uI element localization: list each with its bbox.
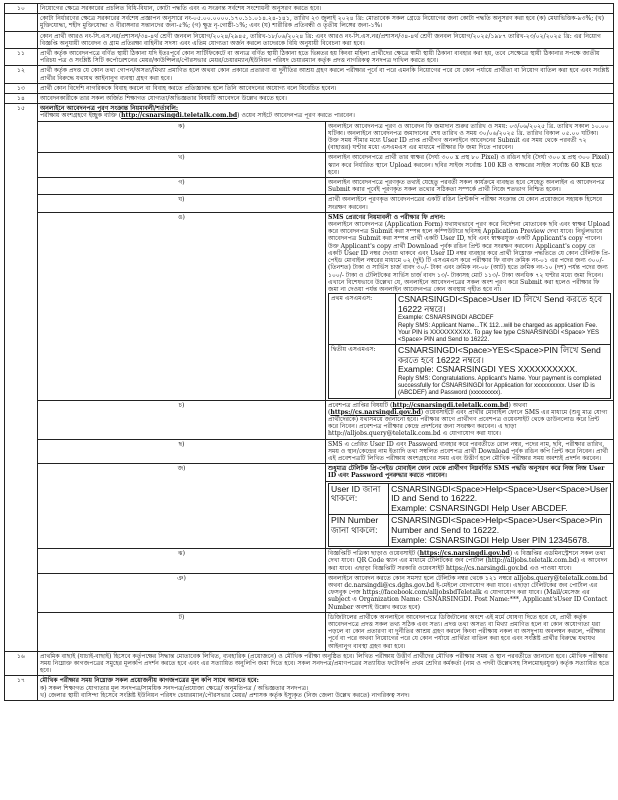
row-number: ১৫	[5, 104, 38, 652]
admit-text: ) ওয়েবসাইটে এবং প্রার্থীর মোবাইল ফোনে SMS এর মাধ্যমে (শুধু মাত্র যোগ্য প্রার্থীদেরকে) যথাসময়ে জানানো হবে। পরীক্ষার আগে প্রার্থীগণ প্রবেশপত্র ওয়েবসাইট থেকে ডাউনলোড করে প্রিন্ট করে নিবেন। প্রবেশপত্র পরীক্ষার কেন্দ্রে প্রদর্শনের জন্য সংরক্ষণ করবেন। এ ছাড়া http://alljobs.query@teletalk.com.bd এ যোগাযোগ করা যাবে।	[328, 408, 608, 438]
first-sms-label: প্রথম এসএমএস:	[329, 294, 396, 345]
row-text: প্রাথমিক বাছাই (যাচাই-বাছাই) হিসেবে কর্তৃপক্ষের সিদ্ধান্ত মোতাবেক লিখিত, ব্যবহারিক (প্রয়োজনে) ও মৌখিক পরীক্ষা অনুষ্ঠিত হবে। লিখিত পরীক্ষায় উত্তীর্ণ প্রার্থীদের মৌখিক পরীক্ষার সময় ও স্থান পরবর্তীতে জানানো হবে। মৌখিক পরীক্ষার সময় নিম্নোক্ত কাগজপত্রের সমুহের মূলকপি প্রদর্শন করতে হবে এবং এর সত্যায়িত অনুলিপি জমা দিতে হবে। সকল সনদপত্র/প্রমাণপত্রের সত্যায়িত ফটোকপি প্রথম শ্রেণির কর্মকর্তা (নাম ও পদবী উল্লেখসহ সিলমোহরযুক্ত) কর্তৃক সত্যায়িত হতে হবে।	[38, 651, 614, 676]
row-text: প্রার্থী কর্তৃক আবেদনপত্রে বর্ণিত স্থায়ী ঠিকানা যদি ইতঃপূর্বে কোন সার্টিফিকেটে বা অন্যত্র বর্ণিত স্থায়ী ঠিকানা হতে ভিন্নতর হয় কিংবা মহিলা প্রার্থীদের ক্ষেত্রে স্বামী স্থায়ী ঠিকানা ব্যবহার করা হয়, তবে সেক্ষেত্রে স্থায়ী ঠিকানার সপক্ষে জাতীয় পরিচয় পত্র ও সংশ্লিষ্ট সিটি কর্পোরেশনের মেয়র/কাউন্সিলর/পৌরসভার মেয়র/চেয়ারম্যান/ইউনিয়ন পরিষদ চেয়ারম্যান কর্তৃক প্রদত্ত নাগরিকত্ব সনদপত্র দাখিল করতে হবে।	[38, 49, 614, 66]
sms-format: CSNARSINGDI<Space>Help<Space>User<Space>User ID and Send to 16222.	[391, 483, 608, 504]
circular-table	[4, 3, 614, 701]
table-row	[5, 49, 614, 66]
table-row	[5, 31, 614, 48]
table-row	[5, 66, 614, 83]
row-text: আবেদনকারীকে তার সকল অর্জিত শিক্ষাগত যোগ্যতা/অভিজ্ঞতার বিষয়টি আবেদনে উল্লেখ করতে হবে।	[38, 94, 614, 104]
intro-text: পরীক্ষায় অংশগ্রহণে ইচ্ছুক ব্যক্তি (	[40, 112, 122, 120]
row-text: নিয়োগের ক্ষেত্রে সরকারের প্রচলিত বিধি-বিধান, কোটা পদ্ধতি এবং এ সংক্রান্ত সর্বশেষ সংশোধনী অনুসরণ করতে হবে।	[38, 4, 614, 14]
row-number: ১৭	[5, 676, 38, 701]
item-label: ঞ)	[38, 573, 326, 612]
application-link[interactable]: http://csnarsingdi.teletalk.com.bd	[121, 112, 238, 120]
sms-example: Example: CSNARSINGDI Help User PIN 12345678.	[391, 534, 590, 545]
sms-example: Example: CSNARSINGDI Help User ABCDEF.	[391, 502, 568, 513]
table-row	[5, 212, 614, 400]
table-row	[5, 612, 614, 651]
second-sms-label: দ্বিতীয় এসএমএস:	[329, 345, 396, 398]
sms-reply: Reply SMS: Applicant Name...TK 112...will be charged as application Fee. Your PIN is XXXXXXXXXX. To pay fee type CSNARSINGDI <Space> YES <Space> PIN and Send to 16222.	[398, 321, 600, 343]
gov-link[interactable]: https://cs.narsingdi.gov.bd	[330, 408, 421, 416]
sms-heading: SMS প্রেরণের নিয়মাবলী ও পরীক্ষার ফি প্রদান:	[328, 213, 446, 221]
documents-section	[38, 676, 614, 701]
item-label: ছ)	[38, 439, 326, 464]
item-text: অনলাইনে আবেদনপত্র পূরণ ও আবেদন ফি জমাদান শুরুর তারিখ ও সময়: ০৩/০৬/২০২৫ খ্রি. তারিখ সকাল ১০.০০ ঘটিকা। অনলাইনে আবেদনপত্র জমাদানের শেষ তারিখ ও সময় ৩০/০৬/২০২৫ খ্রি. তারিখ বিকাল ০৫.০০ ঘটিকা। উক্ত সময় সীমার মধ্যে User ID প্রাপ্ত প্রার্থীগণ অনলাইনে আবেদনের Submit এর সময় থেকে পরবর্তী ৭২ (বাহাত্তর) ঘণ্টার মধ্যে এসএমএস এর মাধ্যমে পরীক্ষার ফি জমা দিতে পারবেন।	[326, 121, 614, 153]
row-number: ১০	[5, 4, 38, 14]
web-text: ) এ বিজ্ঞপ্তির এডমিনস্ট্রেশনে সকল তথ্য দেখা যাবে। QR Code স্ক্যান এর মাধ্যমে টেলিটকের জব পোর্টাল (http://alljobs.teletalk.com.bd) এ আবেদন করা যাবে। এছাড়া বিজ্ঞপ্তিটি সরকারি ওয়েবসাইট https://cs.narsingdi.gov.bd এও পাওয়া যাবে।	[328, 550, 608, 572]
user-id-label: User ID জানা থাকলে:	[329, 483, 389, 515]
table-row	[5, 4, 614, 14]
row-text: প্রার্থী কর্তৃক প্রদত্ত যে কোন তথ্য গোপন/অসত্য/মিথ্যা প্রমাণিত হলে অথবা কোন প্রকারে প্রতারণা বা দুর্নীতির আশ্রয় গ্রহণ করলে পরীক্ষার পূর্বে বা পরে এমনকি নিয়োগের পরে যে কোন পর্যায়ে প্রার্থীতা বা নিয়োগ বাতিল করা হবে এবং সংশ্লিষ্ট প্রার্থীর বিরুদ্ধে যথাযথ আইনানুগ ব্যবস্থা গ্রহণ করা হবে।	[38, 66, 614, 83]
table-row	[5, 464, 614, 481]
item-label: ঝ)	[38, 549, 326, 574]
item-label: ট)	[38, 612, 326, 651]
table-row	[5, 676, 614, 701]
web-text-start: বিজ্ঞপ্তিটি পত্রিকা ছাড়াও ওয়েবসাইট (	[328, 550, 420, 558]
item-text: অনলাইন আবেদনপত্রে পূরণকৃত তথ্যই যেহেতু পরবর্তী সকল কার্যক্রমে ব্যবহৃত হবে সেহেতু অনলাইন এ আবেদনপত্র Submit করার পূর্বেই পূরণকৃত সকল তথ্যের সঠিকতা সম্পর্কে প্রার্থী নিজে শতভাগ নিশ্চিত হবেন।	[326, 178, 614, 195]
document-item: ক) সকল শিক্ষাগত যোগ্যতার মূল সনদপত্র/সাময়িক সনদপত্র/প্রযোজ্য ক্ষেত্রে/ অনুমতিপত্র / অভিজ্ঞতার সনদপত্র।	[40, 684, 309, 692]
section-heading: অনলাইনে আবেদনপত্র পূরণ সংক্রান্ত নিয়মাবলী/শর্তাবলি:	[40, 105, 179, 113]
section-15-heading	[38, 104, 614, 121]
first-sms-content	[396, 294, 611, 345]
recovery-section	[326, 481, 614, 549]
table-row	[5, 439, 614, 464]
row-number: ১৬	[5, 651, 38, 676]
intro-text-end: ) ওয়েব সাইটে আবেদনপত্র পূরণ করতে পারবেন।	[237, 112, 355, 120]
sms-reply: Reply SMS: Congratulations. Applicant's Name. Your payment is completed successfully for CSNARSINGDI for Application for xxxxxxxxxx. User ID is (ABCDEF) and Password (xxxxxxxxx).	[398, 374, 602, 397]
item-label: খ)	[38, 153, 326, 178]
table-row	[5, 153, 614, 178]
row-number	[5, 14, 38, 31]
table-row	[329, 515, 611, 547]
row-number: ১১	[5, 49, 38, 66]
admit-text-mid: ) অথবা (	[328, 401, 528, 416]
admit-text-start: প্রবেশপত্র প্রাপ্তির বিষয়টি (	[328, 401, 393, 409]
documents-heading: মৌখিক পরীক্ষার সময় নিম্নোক্ত সকল প্রয়োজনীয় কাগজপত্রের মূল কপি সাথে আনতে হবে:	[40, 677, 259, 685]
table-row	[329, 294, 611, 345]
row-number: ১৩	[5, 83, 38, 93]
item-text: ডিজিটালের প্রার্থীকে অনলাইনে আবেদনপত্রে ডিজিটালের অংশে এই মর্মে ঘোষণা দিতে হবে যে, প্রার্থী কর্তৃক আবেদনপত্রে প্রদত্ত সকল তথ্য সঠিক এবং সত্য। প্রদত্ত তথ্য অসত্য বা মিথ্যা প্রমাণিত হলে বা কোন অযোগ্যতা ধরা পড়লে বা কোন প্রতারণা বা দুর্নীতির আশ্রয় গ্রহণ করলে কিংবা পরীক্ষায় নকল বা অসদুপায় অবলম্বন করলে, পরীক্ষার পূর্বে বা পরে অথবা নিয়োগের পরে যে কোন পর্যায়ে প্রার্থিতা বাতিল করা হবে এবং সংশ্লিষ্ট প্রার্থীর বিরুদ্ধে যথাযথ আইনানুগ ব্যবস্থা গ্রহণ করা হবে।	[326, 612, 614, 651]
table-row	[5, 14, 614, 31]
user-id-recovery	[389, 483, 611, 515]
table-row	[5, 121, 614, 153]
item-label: জ)	[38, 464, 326, 549]
row-number: ১৪	[5, 94, 38, 104]
second-sms-content	[396, 345, 611, 398]
sms-example: Example: CSNARSINGDI ABCDEF	[398, 314, 494, 322]
item-text: SMS এ প্রেরিত User ID এবং Password ব্যবহার করে পরবর্তীতে রোল নম্বর, পদের নাম, ছবি, পরীক্ষার তারিখ, সময় ও স্থান/কেন্দ্রের নাম ইত্যাদি তথ্য সম্বলিত প্রবেশপত্র প্রার্থী Download পূর্বক রঙিন কপি প্রিন্ট করে নিবেন। প্রার্থী এই প্রবেশপত্রটি লিখিত পরীক্ষায় অংশগ্রহণের সময় এবং উত্তীর্ণ হলে মৌখিক পরীক্ষার সময় অবশ্যই প্রদর্শন করবেন।	[326, 439, 614, 464]
gov-link[interactable]: https://cs.narsingdi.gov.bd	[419, 550, 510, 558]
item-text: প্রার্থী অনলাইনে পূরণকৃত আবেদনপত্রের একটি রঙিন প্রিন্টকপি পরীক্ষা সংক্রান্ত যে কোন প্রয়োজনে সহায়ক হিসেবে সংরক্ষণ করবেন।	[326, 195, 614, 212]
item-label: চ)	[38, 400, 326, 439]
item-label: ঙ)	[38, 212, 326, 400]
sms-format: CSNARSINGDI<Space>Help<Space>User<Space>Pin Number and Send to 16222.	[391, 515, 603, 535]
sms-format: CSNARSINGDI<Space>User ID লিখে Send করতে হবে 16222 নম্বরে।	[398, 294, 603, 314]
table-row	[5, 94, 614, 104]
table-row	[329, 483, 611, 515]
row-text: কোন প্রার্থী আরও নং-সি.এস.নর/প্রশাসন/৩৪-৪র্থ শ্রেণী জনবল নিয়োগ/২০২৪/২৯৪৫, তারিখ-১৮/০৬/২০২৪ খ্রি: এবং আরও নং-সি.এস.নর/প্রশাসন/৩৪-৪র্থ শ্রেণী জনবল নিয়োগ/২০২৫/১৯৮৭ তারিখ-২৩/০২/২০২৫ খ্রি: এর নিয়োগ বিজ্ঞপ্তি অনুযায়ী আবেদন ও গ্রাম প্রতিরক্ষা বাহিনীর সদস্য এবং এতিম যোগ্যতা অর্জন করলে তাদেরকে বিধি অনুযায়ী বিবেচনা করা হবে।	[38, 31, 614, 48]
table-row	[5, 195, 614, 212]
row-text: কোটা নির্ধারণের ক্ষেত্রে সরকারের সর্বশেষ প্রজ্ঞাপন অনুসারে নং-০৫.০০.০০০০.১৭০.১১.০১৪.২৪-১৪১, তারিখ ২৩ জুলাই ২০২৪ খ্রি: মোতাবেক সকল গ্রেডে নিয়োগের জন্য কোটা পদ্ধতি অনুসরণ করা হবে (ক) মেধাভিত্তিক-৯৩%; (খ) মুক্তিযোদ্ধা, শহীদ মুক্তিযোদ্ধা ও বীরাঙ্গনার সন্তানদের জন্য-৫%; (গ) ক্ষুদ্র নৃ-গোষ্ঠী-১%; এবং (ঘ) শারীরিক প্রতিবন্ধী ও তৃতীয় লিঙ্গের জন্য-১%।	[38, 14, 614, 31]
teletalk-link[interactable]: http://csnarsingdi.teletalk.com.bd	[392, 401, 509, 409]
table-row	[5, 651, 614, 676]
recovery-table	[328, 483, 611, 548]
table-row	[5, 400, 614, 439]
item-label: ঘ)	[38, 195, 326, 212]
table-row	[5, 104, 614, 121]
table-row	[5, 178, 614, 195]
pin-recovery	[389, 515, 611, 547]
pin-label: PIN Number জানা থাকলে:	[329, 515, 389, 547]
row-number	[5, 31, 38, 48]
sms-example: Example: CSNARSINGDI YES XXXXXXXXXX.	[398, 364, 578, 375]
sms-section	[326, 212, 614, 400]
item-label: ক)	[38, 121, 326, 153]
sms-format: CSNARSINGDI<Space>YES<Space>PIN লিখে Send করতে হবে 16222 নম্বরে।	[398, 345, 601, 365]
item-text	[326, 549, 614, 574]
item-label: গ)	[38, 178, 326, 195]
sms-instructions: অনলাইনে আবেদনপত্র (Application Form) যথাযথভাবে পূরণ করে নির্দেশনা মোতাবেক ছবি এবং স্বাক্ষর Upload করে আবেদনপত্র Submit করা সম্পন্ন হলে কম্পিউটারে ছবিসহ Application Preview দেখা যাবে। নির্ভুলভাবে আবেদনপত্র Submit করা সম্পন্ন প্রার্থী একটি User ID, ছবি এবং স্বাক্ষরযুক্ত একটি Applicant's copy পাবেন। উক্ত Applicant's copy প্রার্থী Download পূর্বক রঙিন প্রিন্ট করে সংরক্ষণ করবেন। Applicant's copy তে একটি User ID নম্বর দেওয়া থাকবে এবং User ID নম্বর ব্যবহার করে প্রার্থী নিম্নোক্ত পদ্ধতিতে যে কোন টেলিটক প্রি-পেইড মোবাইল নম্বরের মাধ্যমে ০২ (দুই) টি এসএমএস করে পরীক্ষার ফি বাবদ ক্রমিক নং-০১ এর পদের জন্য ৩০০/- (তিনশত) টাকা ও সার্ভিস চার্জ বাবদ ৩০/- টাকা এবং ক্রমিক নং-০৮ (আট) হতে ক্রমিক নং-১০ (দশ) পর্যন্ত পদের জন্য ১০০/- টাকা ও টেলিটকের সার্ভিস চার্জ বাবদ ১৩/- টাকাসহ মোট ১১৩/- টাকা অনধিক ৭২ ঘণ্টার মধ্যে জমা দিবেন। এখানে বিশেষভাবে উল্লেখ্য যে, অনলাইনে আবেদনপত্রের সকল অংশ পূরণ করে Submit করা হলেও পরীক্ষার ফি জমা না দেওয়া পর্যন্ত অনলাইন আবেদনপত্র কোন অবস্থায় গৃহীত হবে না।	[328, 221, 611, 293]
table-row	[329, 345, 611, 398]
item-text: অনলাইনে আবেদন করতে কোন সমস্যা হলে টেলিটক নম্বর থেকে ১২১ নম্বরে alljobs.query@teletalk.com.bd অথবা dc.narsingdi@cs.dghs.gov.bd ই-মেইলে যোগাযোগ করা যাবে। এছাড়া টেলিটকের জব পোর্টাল এর ফেসবুক পেজ https://facebook.com/alljobsbdTeletalk এ যোগাযোগ করা যাবে। (Mail/মেসেজ এর subject এ Organization Name: CSNARSINGDI. Post Name:***, Applicant'sUser ID Contact Number অবশ্যই উল্লেখ করতে হবে)	[326, 573, 614, 612]
document-item: খ) জেলার স্থায়ী বাসিন্দা হিসেবে সংশ্লিষ্ট ইউনিয়ন পরিষদ চেয়ারম্যান/পৌরসভার মেয়র/ প্রশাসক কর্তৃক ইস্যুকৃত (নিজ জেলা উল্লেখ করতে) নাগরিকত্ব সনদ।	[40, 691, 410, 699]
item-text	[326, 400, 614, 439]
row-text: প্রার্থী কোন বিদেশি নাগরিককে বিবাহ করলে বা বিবাহ করতে প্রতিজ্ঞাবদ্ধ হলে তিনি আবেদনের অযোগ্য বলে বিবেচিত হবেন।	[38, 83, 614, 93]
table-row	[5, 573, 614, 612]
item-text: অনলাইন আবেদনপত্রে প্রার্থী তার স্বাক্ষর (দৈর্ঘ্য ৩০০ x প্রস্থ ৮০ Pixel) ও রঙিন ছবি (দৈর্ঘ্য ৩০০ x প্রস্থ ৩০০ Pixel) স্ক্যান করে নির্ধারিত স্থানে Upload করবেন। ছবির সাইজ সর্বোচ্চ 100 KB ও স্বাক্ষরের সাইজ সর্বোচ্চ 60 KB হতে হবে।	[326, 153, 614, 178]
table-row	[5, 549, 614, 574]
sms-table	[328, 293, 611, 398]
row-number: ১২	[5, 66, 38, 83]
recovery-heading: শুধুমাত্র টেলিটক প্রি-পেইড মোবাইল ফোন থেকে প্রার্থীগণ নিম্নবর্ণিত SMS পদ্ধতি অনুসরণ করে নিজ নিজ User ID এবং Password পুনরুদ্ধার করতে পারবেন।	[326, 464, 614, 481]
table-row	[5, 83, 614, 93]
